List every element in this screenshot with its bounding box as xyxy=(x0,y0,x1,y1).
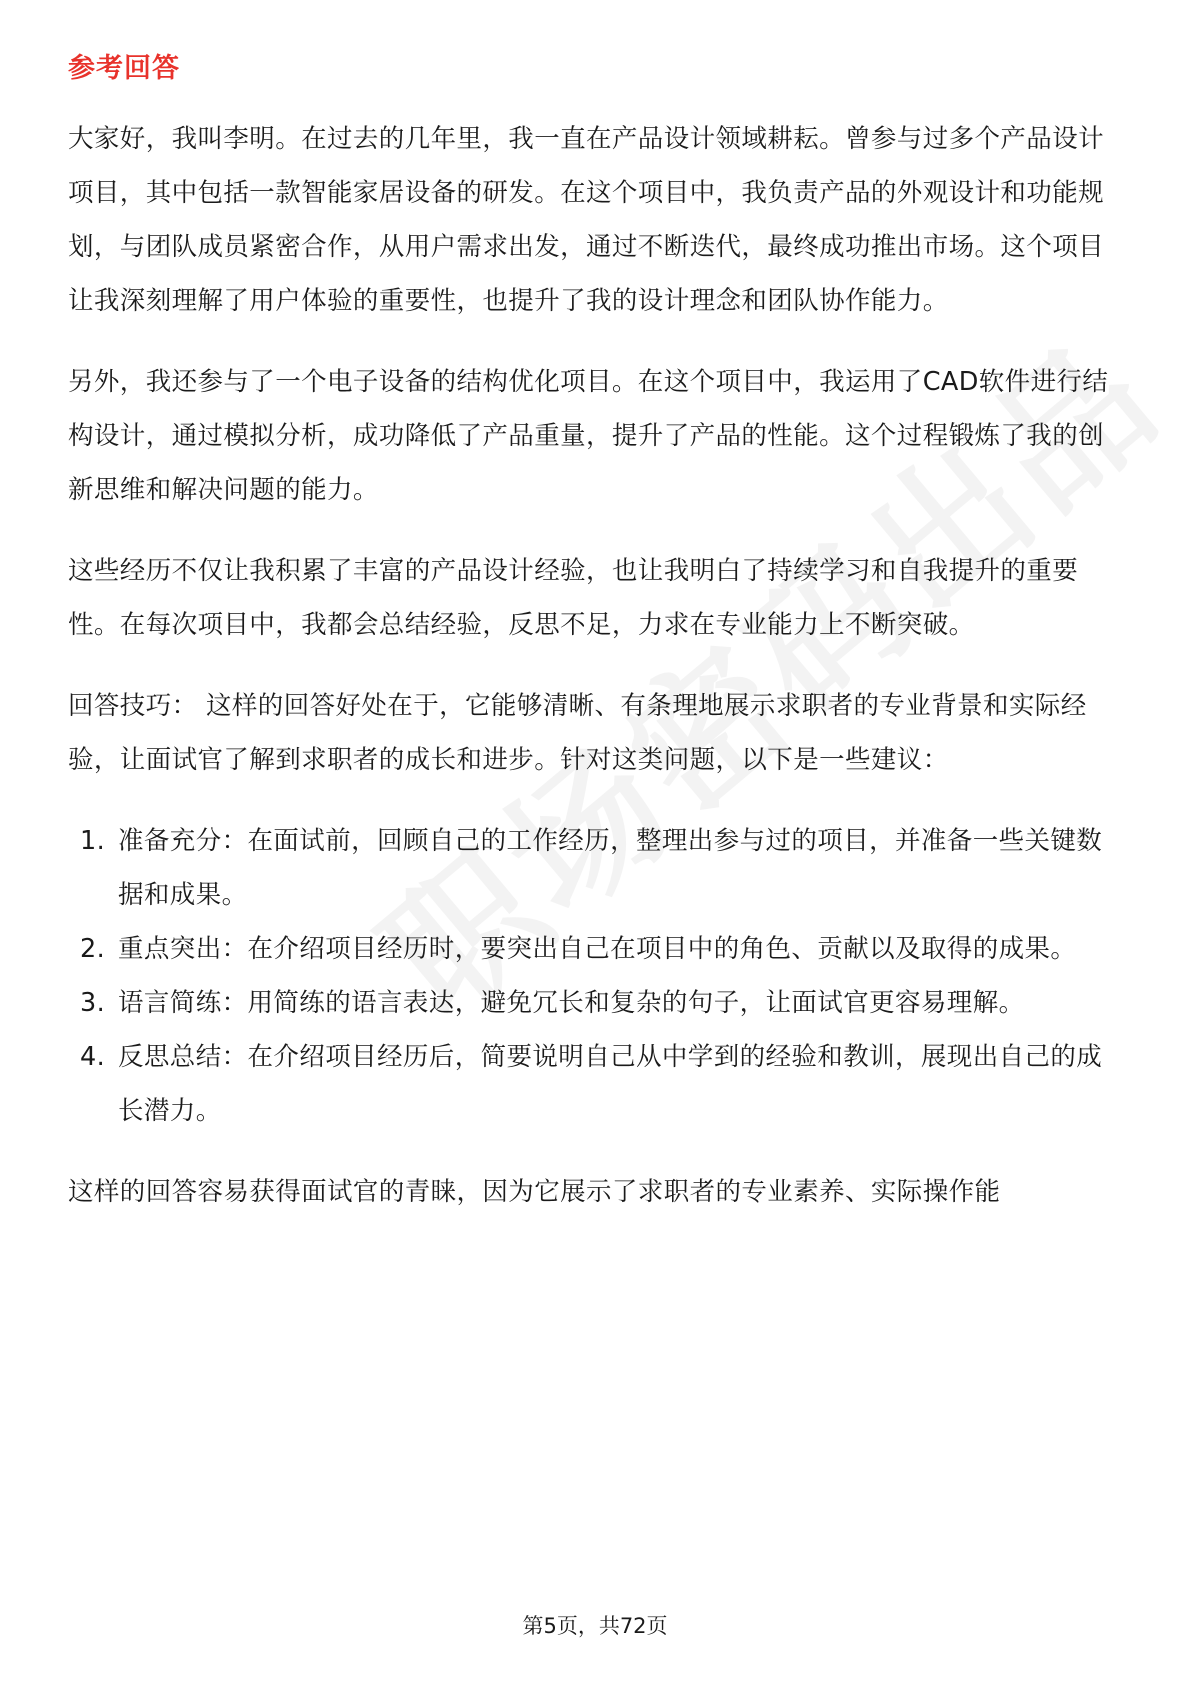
list-number: 4. xyxy=(80,1042,106,1072)
document-body xyxy=(68,112,1124,1246)
tips-list-item xyxy=(68,814,1124,922)
tips-list-item xyxy=(68,922,1124,976)
paragraph-project: 另外，我还参与了一个电子设备的结构优化项目。在这个项目中，我运用了CAD软件进行结构设计，通过模拟分析，成功降低了产品重量，提升了产品的性能。这个过程锻炼了我的创新思维和解决问题的能力。 xyxy=(68,367,1109,505)
tips-list-item xyxy=(68,1030,1124,1138)
tips-intro: 回答技巧： 这样的回答好处在于，它能够清晰、有条理地展示求职者的专业背景和实际经验，让面试官了解到求职者的成长和进步。针对这类问题，以下是一些建议： xyxy=(68,691,1087,775)
list-number: 2. xyxy=(80,934,106,964)
section-title: 参考回答 xyxy=(68,53,180,84)
list-item-text: 语言简练：用简练的语言表达，避免冗长和复杂的句子，让面试官更容易理解。 xyxy=(118,988,1025,1018)
list-number: 1. xyxy=(80,826,106,856)
tips-list xyxy=(68,814,1124,1138)
list-item-text: 重点突出：在介绍项目经历时，要突出自己在项目中的角色、贡献以及取得的成果。 xyxy=(118,934,1077,964)
paragraph-closing: 这样的回答容易获得面试官的青睐，因为它展示了求职者的专业素养、实际操作能 xyxy=(68,1177,1001,1207)
list-item-text: 准备充分：在面试前，回顾自己的工作经历，整理出参与过的项目，并准备一些关键数据和成果。 xyxy=(118,826,1103,910)
paragraph-experience: 这些经历不仅让我积累了丰富的产品设计经验，也让我明白了持续学习和自我提升的重要性。在每次项目中，我都会总结经验，反思不足，力求在专业能力上不断突破。 xyxy=(68,556,1079,640)
list-number: 3. xyxy=(80,988,106,1018)
page-number-footer: 第5页，共72页 xyxy=(522,1614,668,1638)
list-item-text: 反思总结：在介绍项目经历后，简要说明自己从中学到的经验和教训，展现出自己的成长潜力。 xyxy=(118,1042,1103,1126)
tips-list-item xyxy=(68,976,1124,1030)
paragraph-intro: 大家好，我叫李明。在过去的几年里，我一直在产品设计领域耕耘。曾参与过多个产品设计项目，其中包括一款智能家居设备的研发。在这个项目中，我负责产品的外观设计和功能规划，与团队成员紧密合作，从用户需求出发，通过不断迭代，最终成功推出市场。这个项目让我深刻理解了用户体验的重要性，也提升了我的设计理念和团队协作能力。 xyxy=(68,124,1105,316)
